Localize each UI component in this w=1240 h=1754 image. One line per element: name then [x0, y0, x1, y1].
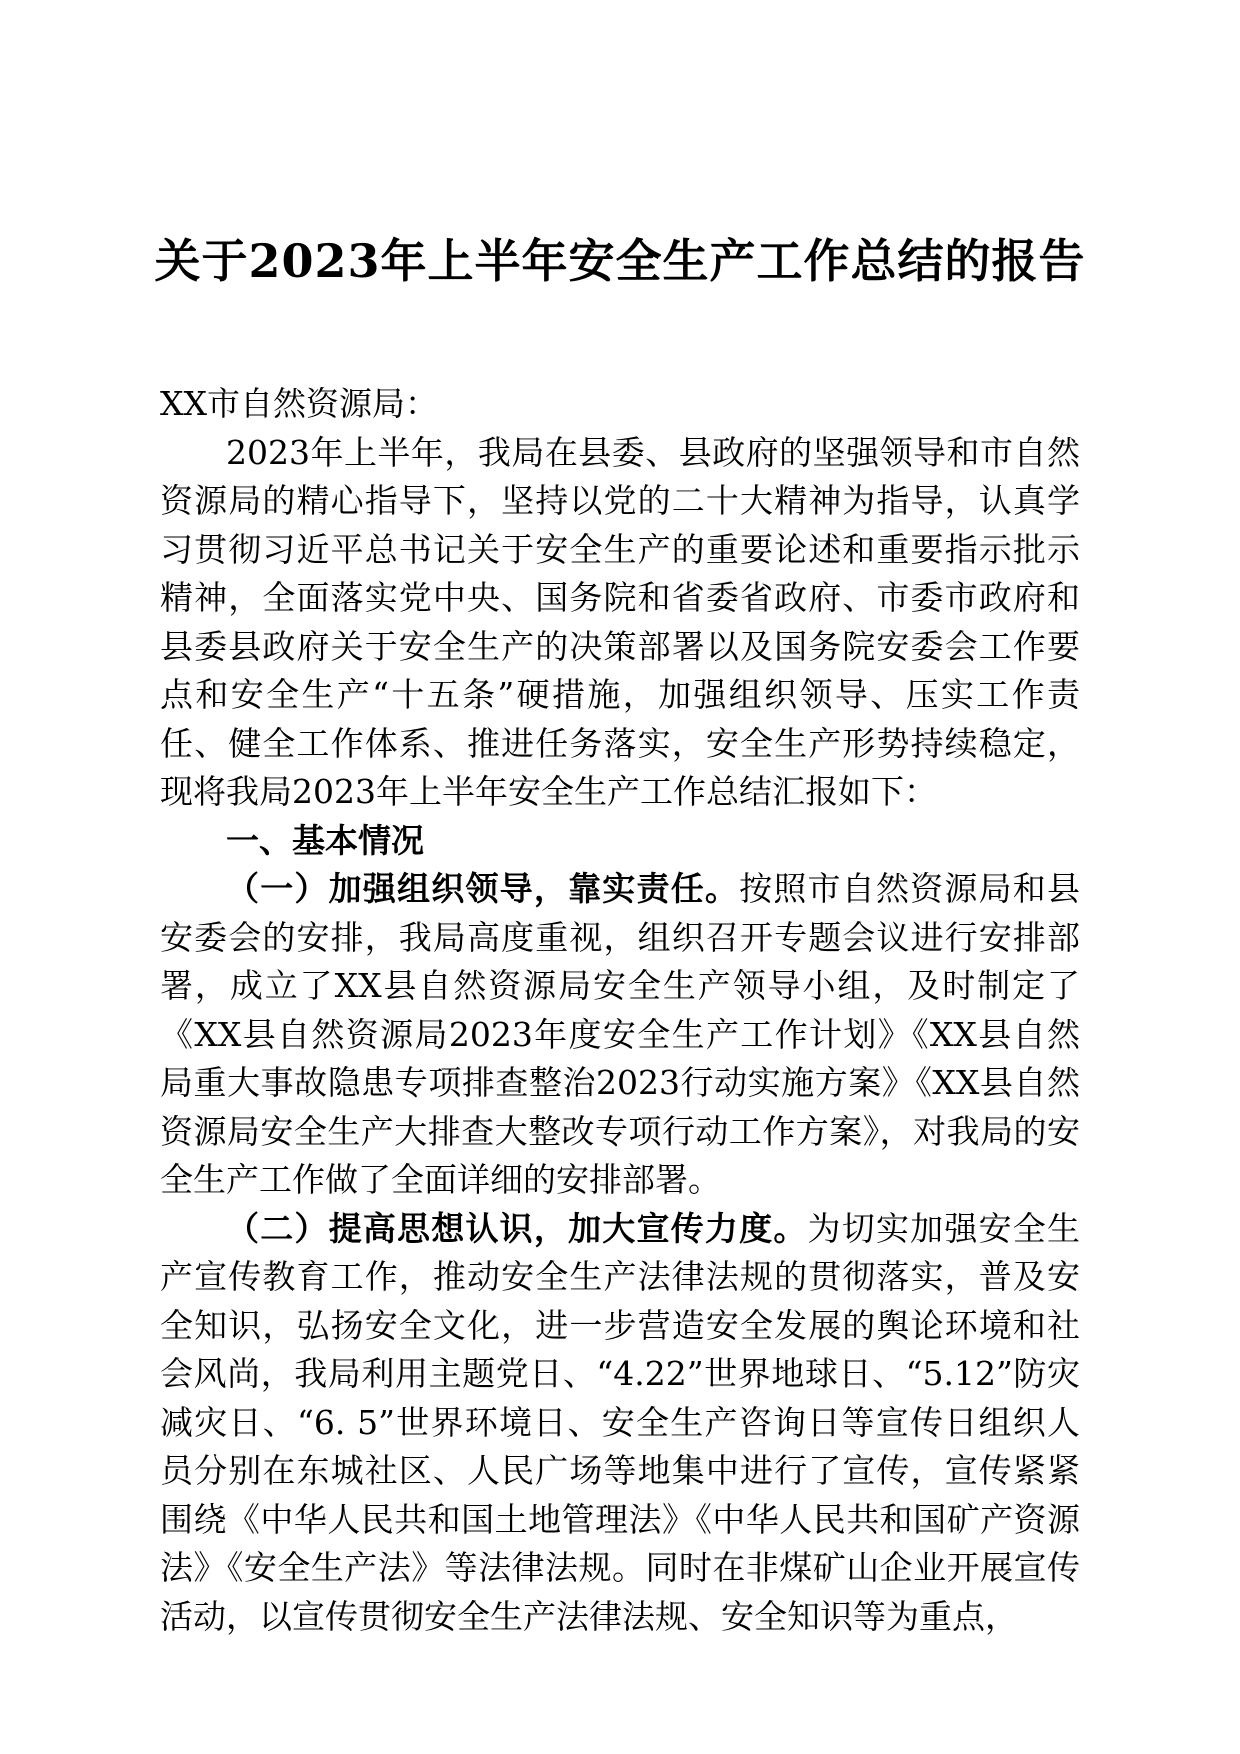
- item-2-text: 为切实加强安全生产宣传教育工作，推动安全生产法律法规的贯彻落实，普及安全知识，弘扬安全文化，进一步营造安全发展的舆论环境和社会风尚，我局利用主题党日、“4.22”世界地球日、“5.12”防灾减灾日、“6. 5”世界环境日、安全生产咨询日等宣传日组织人员分别在东城社区、人民广场等地集中进行了宣传，宣传紧紧围绕《中华人民共和国土地管理法》《中华人民共和国矿产资源法》《安全生产法》等法律法规。同时在非煤矿山企业开展宣传活动，以宣传贯彻安全生产法律法规、安全知识等为重点，: [160, 1208, 1081, 1636]
- section-heading-basic-situation: 一、基本情况: [226, 820, 424, 860]
- intro-paragraph: 2023年上半年，我局在县委、县政府的坚强领导和市自然资源局的精心指导下，坚持以党的二十大精神为指导，认真学习贯彻习近平总书记关于安全生产的重要论述和重要指示批示精神，全面落实党中央、国务院和省委省政府、市委市政府和县委县政府关于安全生产的决策部署以及国务院安委会工作要点和安全生产“十五条”硬措施，加强组织领导、压实工作责任、健全工作体系、推进任务落实，安全生产形势持续稳定，现将我局2023年上半年安全生产工作总结汇报如下：: [160, 432, 1080, 811]
- document-title: 关于2023年上半年安全生产工作总结的报告: [154, 234, 1086, 288]
- item-1-heading: （一）加强组织领导，靠实责任。: [226, 869, 740, 908]
- document-body: [160, 380, 1080, 1641]
- paragraph-item-2: [160, 1205, 1080, 1642]
- salutation: XX市自然资源局：: [160, 384, 438, 423]
- paragraph-item-1: [160, 865, 1080, 1205]
- item-2-heading: （二）提高思想认识，加大宣传力度。: [226, 1208, 808, 1248]
- item-1-text: 按照市自然资源局和县安委会的安排，我局高度重视，组织召开专题会议进行安排部署，成立了XX县自然资源局安全生产领导小组，及时制定了《XX县自然资源局2023年度安全生产工作计划》《XX县自然局重大事故隐患专项排查整治2023行动实施方案》《XX县自然资源局安全生产大排查大整改专项行动工作方案》，对我局的安全生产工作做了全面详细的安排部署。: [160, 869, 1081, 1199]
